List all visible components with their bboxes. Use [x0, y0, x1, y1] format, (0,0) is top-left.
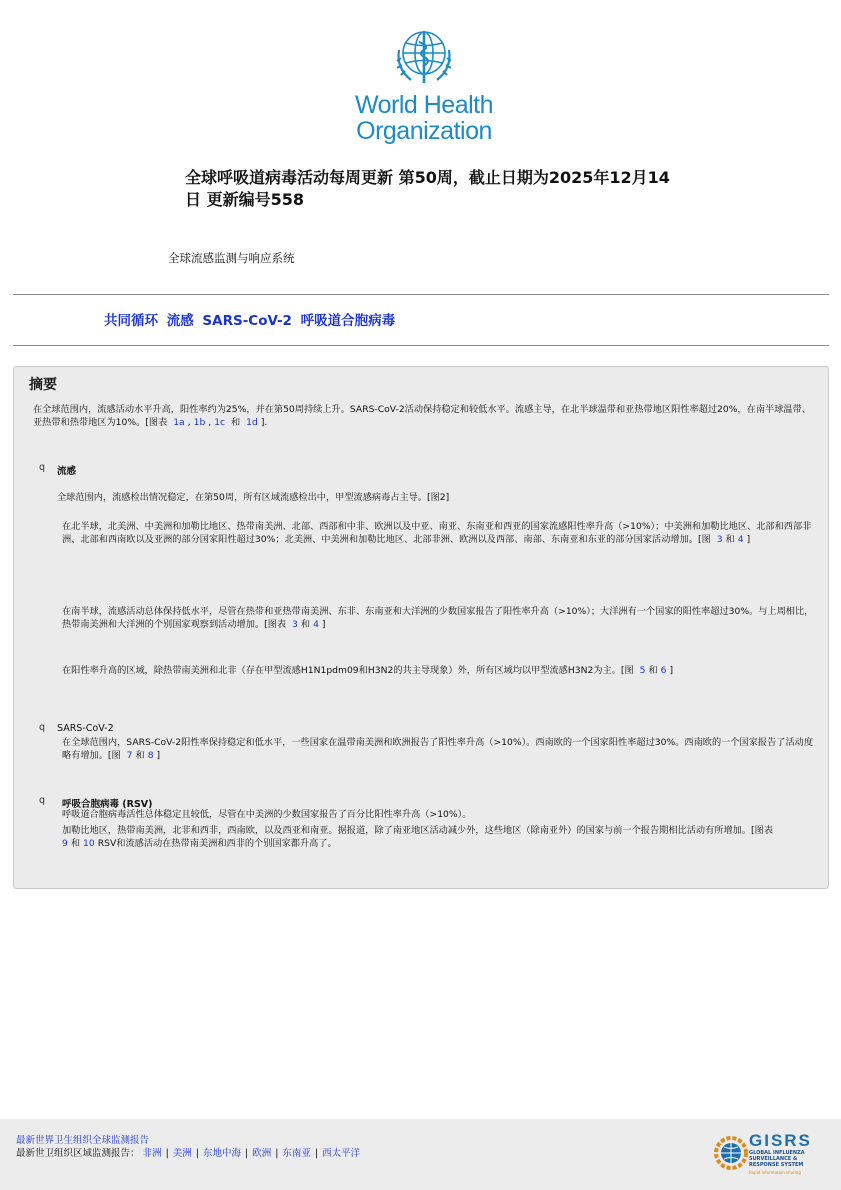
nav-link-sars-cov-2[interactable]: SARS-CoV-2 [202, 313, 292, 329]
bullet-icon: q [39, 462, 46, 473]
region-link-americas[interactable]: 美洲 [172, 1148, 192, 1159]
regional-label: 最新世卫组织区域监测报告： [16, 1148, 140, 1159]
separator: | [165, 1148, 169, 1159]
footer [0, 1119, 841, 1190]
page-subtitle: 全球流感监测与响应系统 [168, 251, 295, 265]
regional-reports [16, 1145, 360, 1159]
rsv-line2: 加勒比地区，热带南美洲，北非和西非，西南欧，以及西亚和南亚。据报道，除了南亚地区活动减少外，这些地区（除南亚外）的国家与前一个报告期相比活动有所增加。[图表 9 和 10 RSV和流感活动在热带南美洲和西非的个别国家都升高了。 [62, 825, 774, 849]
summary-title: 摘要 [29, 377, 57, 393]
summary-intro-text: 在全球范围内，流感活动水平升高，阳性率约为25%，并在第50周持续上升。SARS-CoV-2活动保持稳定和较低水平。流感主导，在北半球温带和亚热带地区阳性率超过20%，在南半球温带、亚热带和热带地区为10%。[图表 [33, 404, 811, 428]
region-link-africa[interactable]: 非洲 [142, 1148, 162, 1159]
gisrs-tagline: Rapid information sharing [749, 1170, 801, 1175]
summary-intro-end: ]. [260, 417, 268, 428]
figure-link-7[interactable]: 7 [126, 750, 133, 761]
figure-link-1c[interactable]: 1c [214, 417, 226, 428]
section-nav [104, 309, 399, 329]
gisrs-logo [713, 1127, 823, 1179]
global-report-link[interactable]: 最新世界卫生组织全球监测报告 [16, 1135, 150, 1146]
region-link-south-east-asia[interactable]: 东南亚 [282, 1148, 311, 1159]
figure-link-1d[interactable]: 1d [246, 417, 258, 428]
bullet-icon: q [39, 722, 46, 733]
rsv-line3: RSV和流感活动在热带南美洲和西非的个别国家都升高了。 [97, 838, 337, 849]
sars-body: 在全球范围内，SARS-CoV-2阳性率保持稳定和低水平，一些国家在温带南美洲和欧洲报告了阳性率升高（>10%）。西南欧的一个国家阳性率超过30%。西南欧的一个国家报告了活动度略有增加。[图 [62, 737, 814, 761]
flu-lead: 全球范围内，流感检出情况稳定，在第50周，所有区域流感检出中，甲型流感病毒占主导。[图2] [57, 492, 450, 503]
who-wordmark [349, 92, 499, 144]
divider-top [13, 294, 829, 295]
region-link-western-pacific[interactable]: 西太平洋 [322, 1148, 361, 1159]
sars-heading: SARS-CoV-2 [57, 723, 114, 734]
who-wordmark-line2: Organization [356, 117, 492, 145]
summary-intro: 在全球范围内，流感活动水平升高，阳性率约为25%，并在第50周持续上升。SARS-CoV-2活动保持稳定和较低水平。流感主导，在北半球温带和亚热带地区阳性率超过20%，在南半球温带、亚热带和热带地区为10%。[图表 1a , 1b , 1c 和 1d ]. [33, 404, 811, 428]
figure-link-8[interactable]: 8 [147, 750, 154, 761]
nav-link-cocirculation[interactable]: 共同循环 [104, 313, 158, 329]
flu-nh-text: 在北半球，北美洲、中美洲和加勒比地区、热带南美洲、北部、西部和中非、欧洲以及中亚、南亚、东南亚和西亚的国家流感阳性率升高（>10%）；中美洲和加勒比地区、北部和西部非洲、北部和西南欧以及亚洲的部分国家阳性超过30%；北美洲、中美洲和加勒比地区、北部非洲、欧洲以及西部、南部、东南亚和东亚的部分国家活动增加。[图 [62, 521, 812, 545]
flu-southern-hemisphere: 在南半球，流感活动总体保持低水平，尽管在热带和亚热带南美洲、东非、东南亚和大洋洲的少数国家报告了阳性率升高（>10%）；大洋洲有一个国家的阳性率超过30%。与上周相比，热带南美洲和大洋洲的个别国家观察到活动增加。[图表 3 和 4 ] [62, 606, 814, 630]
figure-link-6[interactable]: 6 [660, 665, 667, 676]
separator: | [245, 1148, 249, 1159]
flu-northern-hemisphere: 在北半球，北美洲、中美洲和加勒比地区、热带南美洲、北部、西部和中非、欧洲以及中亚、南亚、东南亚和西亚的国家流感阳性率升高（>10%）；中美洲和加勒比地区、北部和西部非洲、北部和西南欧以及亚洲的部分国家阳性超过30%；北美洲、中美洲和加勒比地区、北部非洲、欧洲以及西部、南部、东南亚和东亚的部分国家活动增加。[图 3 和 4 ] [62, 521, 812, 545]
figure-link-1a[interactable]: 1a [173, 417, 185, 428]
flu-subtypes: 在阳性率升高的区域，除热带南美洲和北非（存在甲型流感H1N1pdm09和H3N2的共主导现象）外，所有区域均以甲型流感H3N2为主。[图 5 和 6 ] [62, 665, 674, 676]
page-title: 全球呼吸道病毒活动每周更新 第50周，截止日期为2025年12月14日 更新编号558 [185, 168, 670, 209]
who-wordmark-line1: World Health [354, 91, 494, 119]
figure-link-4[interactable]: 4 [737, 534, 744, 545]
flu-sh-text: 在南半球，流感活动总体保持低水平，尽管在热带和亚热带南美洲、东非、东南亚和大洋洲的少数国家报告了阳性率升高（>10%）；大洋洲有一个国家的阳性率超过30%。与上周相比，热带南美洲和大洋洲的个别国家观察到活动增加。[图表 [62, 606, 814, 630]
figure-link-1b[interactable]: 1b [193, 417, 206, 428]
region-link-europe[interactable]: 欧洲 [252, 1148, 272, 1159]
who-logo [349, 28, 499, 150]
separator: | [314, 1148, 319, 1159]
rsv-heading: 呼吸合胞病毒 (RSV) [62, 799, 153, 810]
nav-link-rsv[interactable]: 呼吸道合胞病毒 [300, 313, 396, 329]
summary-panel [13, 366, 829, 889]
figure-link-3b[interactable]: 3 [292, 619, 298, 630]
figure-link-4b[interactable]: 4 [313, 619, 319, 630]
nav-link-influenza[interactable]: 流感 [166, 313, 194, 329]
region-link-eastern-mediterranean[interactable]: 东地中海 [202, 1148, 241, 1159]
figure-link-10[interactable]: 10 [83, 838, 95, 849]
divider-bottom [13, 345, 829, 346]
gisrs-globe-icon [713, 1129, 749, 1175]
flu-subtypes-text: 在阳性率升高的区域，除热带南美洲和北非（存在甲型流感H1N1pdm09和H3N2的共主导现象）外，所有区域均以甲型流感H3N2为主。[图 [62, 665, 634, 676]
separator: | [195, 1148, 199, 1159]
rsv-line1: 呼吸道合胞病毒活性总体稳定且较低，尽管在中美洲的少数国家报告了百分比阳性率升高（>10%）。 [62, 809, 472, 820]
flu-heading: 流感 [57, 466, 77, 477]
gisrs-wordmark: GISRS [749, 1131, 812, 1150]
summary-intro-and: 和 [231, 417, 241, 428]
rsv-line2-text: 加勒比地区，热带南美洲，北非和西非，西南欧，以及西亚和南亚。据报道，除了南亚地区活动减少外，这些地区（除南亚外）的国家与前一个报告期相比活动有所增加。[图表 [62, 825, 774, 836]
figure-link-5[interactable]: 5 [639, 665, 646, 676]
figure-link-9[interactable]: 9 [62, 838, 68, 849]
sars-text: 在全球范围内，SARS-CoV-2阳性率保持稳定和低水平，一些国家在温带南美洲和欧洲报告了阳性率升高（>10%）。西南欧的一个国家阳性率超过30%。西南欧的一个国家报告了活动度略有增加。[图 7 和 8 ] [62, 737, 814, 761]
gisrs-subtitle: GLOBAL INFLUENZA SURVEILLANCE & RESPONSE SYSTEM [749, 1150, 805, 1168]
who-emblem-icon [393, 28, 455, 86]
separator: | [275, 1148, 279, 1159]
bullet-icon: q [39, 795, 46, 806]
figure-link-3[interactable]: 3 [716, 534, 723, 545]
